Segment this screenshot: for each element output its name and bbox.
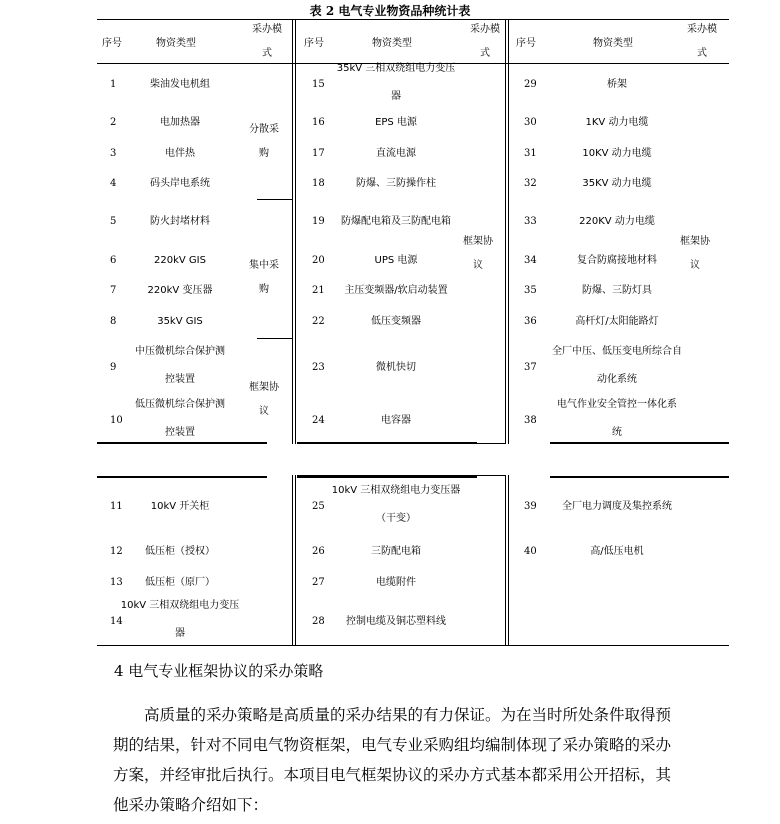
row-seq: 22 — [312, 316, 325, 327]
row-seq: 24 — [312, 415, 325, 426]
row-seq: 8 — [110, 316, 117, 327]
row-material: 220kV GIS — [154, 255, 206, 266]
column-divider — [292, 475, 293, 646]
row-seq: 11 — [110, 501, 123, 512]
column-divider — [505, 19, 506, 444]
row-seq: 23 — [312, 362, 325, 373]
column-divider — [295, 19, 296, 444]
row-material: 10kV 开关柜 — [150, 501, 210, 512]
section-paragraph — [113, 700, 673, 820]
row-material-cont: 控装置 — [165, 374, 195, 385]
header-mode: 采办模式 — [252, 24, 282, 59]
row-material: 三防配电箱 — [371, 546, 421, 557]
row-material: 220kV 变压器 — [147, 285, 213, 296]
row-seq: 38 — [524, 415, 537, 426]
row-seq: 35 — [524, 285, 537, 296]
row-seq: 39 — [524, 501, 537, 512]
row-seq: 10 — [110, 415, 123, 426]
row-material: 防爆配电箱及三防配电箱 — [341, 216, 451, 227]
row-seq: 29 — [524, 79, 537, 90]
row-material: 高/低压电机 — [590, 546, 644, 557]
header-type: 物资类型 — [372, 38, 412, 49]
mode-label: 框架协议 — [463, 236, 493, 271]
mode-label: 分散采购 — [249, 124, 279, 159]
lower-top-rule — [297, 475, 505, 476]
row-material: 直流电源 — [376, 148, 416, 159]
row-seq: 17 — [312, 148, 325, 159]
row-seq: 21 — [312, 285, 325, 296]
row-material-cont: 控装置 — [165, 427, 195, 438]
row-material: 220KV 动力电缆 — [579, 216, 655, 227]
row-seq: 4 — [110, 178, 117, 189]
mode-label: 集中采购 — [249, 260, 279, 295]
row-seq: 20 — [312, 255, 325, 266]
header-seq: 序号 — [102, 38, 122, 49]
row-material: 35kV GIS — [157, 316, 203, 327]
header-seq: 序号 — [516, 38, 536, 49]
row-material-cont: 器 — [175, 628, 185, 639]
row-material: 低压微机综合保护测 — [135, 399, 225, 410]
row-material-cont: 动化系统 — [597, 374, 637, 385]
row-seq: 13 — [110, 577, 123, 588]
row-material-cont: （干变） — [376, 513, 416, 524]
row-seq: 31 — [524, 148, 537, 159]
row-seq: 1 — [110, 79, 117, 90]
column-divider — [508, 475, 509, 646]
row-material: 全厂电力调度及集控系统 — [562, 501, 672, 512]
header-mode: 采办模式 — [687, 24, 717, 59]
row-seq: 25 — [312, 501, 325, 512]
row-material: 中压微机综合保护测 — [135, 346, 225, 357]
row-material: 微机快切 — [376, 362, 416, 373]
row-seq: 5 — [110, 216, 117, 227]
header-type: 物资类型 — [593, 38, 633, 49]
row-seq: 40 — [524, 546, 537, 557]
row-seq: 36 — [524, 316, 537, 327]
column-divider — [508, 19, 509, 444]
row-material: 低压变频器 — [371, 316, 421, 327]
row-material: 电伴热 — [165, 148, 195, 159]
row-material: 码头岸电系统 — [150, 178, 210, 189]
row-material: 复合防腐接地材料 — [577, 255, 657, 266]
row-seq: 3 — [110, 148, 117, 159]
row-material: 电气作业安全管控一体化系 — [557, 399, 677, 410]
lower-top-rule — [550, 476, 729, 478]
column-divider — [505, 475, 506, 646]
row-seq: 2 — [110, 117, 117, 128]
row-seq: 28 — [312, 616, 325, 627]
row-seq: 9 — [110, 362, 117, 373]
lower-top-rule — [297, 476, 477, 478]
column-divider — [292, 19, 293, 444]
row-seq: 16 — [312, 117, 325, 128]
row-material: EPS 电源 — [375, 117, 417, 128]
row-seq: 19 — [312, 216, 325, 227]
row-seq: 34 — [524, 255, 537, 266]
row-material: 控制电缆及铜芯塑料线 — [346, 616, 446, 627]
row-material: 电加热器 — [160, 117, 200, 128]
row-seq: 15 — [312, 79, 325, 90]
row-material: 防爆、三防灯具 — [582, 285, 652, 296]
table-top-rule — [97, 19, 729, 20]
header-mode: 采办模式 — [470, 24, 500, 59]
row-seq: 37 — [524, 362, 537, 373]
row-material: 电容器 — [381, 415, 411, 426]
upper-bottom-rule — [297, 443, 505, 444]
row-seq: 12 — [110, 546, 123, 557]
row-seq: 27 — [312, 577, 325, 588]
row-material: 35KV 动力电缆 — [582, 178, 652, 189]
row-material: 柴油发电机组 — [150, 79, 210, 90]
header-type: 物资类型 — [156, 38, 196, 49]
mode-group-rule — [257, 199, 292, 200]
row-material: 桥架 — [607, 79, 627, 90]
row-material: UPS 电源 — [374, 255, 418, 266]
paragraph-text: 高质量的采办策略是高质量的采办结果的有力保证。为在当时所处条件取得预期的结果，针对不同电气物资框架，电气专业采购组均编制体现了采办策略的采办方案，并经审批后执行。本项目电气框架协议的采办方式基本都采用公开招标，其他采办策略介绍如下： — [113, 706, 672, 814]
row-seq: 6 — [110, 255, 117, 266]
column-divider — [295, 475, 296, 646]
row-material: 电缆附件 — [376, 577, 416, 588]
mode-label: 框架协议 — [249, 382, 279, 417]
row-material-cont: 统 — [612, 427, 622, 438]
row-material: 防爆、三防操作柱 — [356, 178, 436, 189]
row-seq: 30 — [524, 117, 537, 128]
row-material: 低压柜（原厂） — [145, 577, 215, 588]
mode-label: 框架协议 — [680, 236, 710, 271]
mode-group-rule — [257, 338, 292, 339]
lower-top-rule — [97, 476, 267, 478]
row-seq: 7 — [110, 285, 117, 296]
row-seq: 26 — [312, 546, 325, 557]
row-material: 全厂中压、低压变电所综合自 — [552, 346, 682, 357]
header-seq: 序号 — [304, 38, 324, 49]
row-material: 10KV 动力电缆 — [582, 148, 652, 159]
row-material: 高杆灯/太阳能路灯 — [575, 316, 659, 327]
row-seq: 18 — [312, 178, 325, 189]
row-material: 35kV 三相双绕组电力变压 — [336, 63, 456, 74]
row-material-cont: 器 — [391, 91, 401, 102]
row-material: 10kV 三相双绕组电力变压器 — [331, 485, 461, 496]
row-seq: 14 — [110, 616, 123, 627]
row-seq: 33 — [524, 216, 537, 227]
row-material: 低压柜（授权） — [145, 546, 215, 557]
row-material: 1KV 动力电缆 — [585, 117, 649, 128]
table-caption: 表 2 电气专业物资品种统计表 — [309, 4, 471, 18]
row-seq: 32 — [524, 178, 537, 189]
row-material: 防火封堵材料 — [150, 216, 210, 227]
table-bottom-rule — [97, 645, 729, 646]
row-material: 10kV 三相双绕组电力变压 — [120, 600, 240, 611]
section-heading: 4 电气专业框架协议的采办策略 — [114, 662, 324, 680]
row-material: 主压变频器/软启动装置 — [344, 285, 448, 296]
